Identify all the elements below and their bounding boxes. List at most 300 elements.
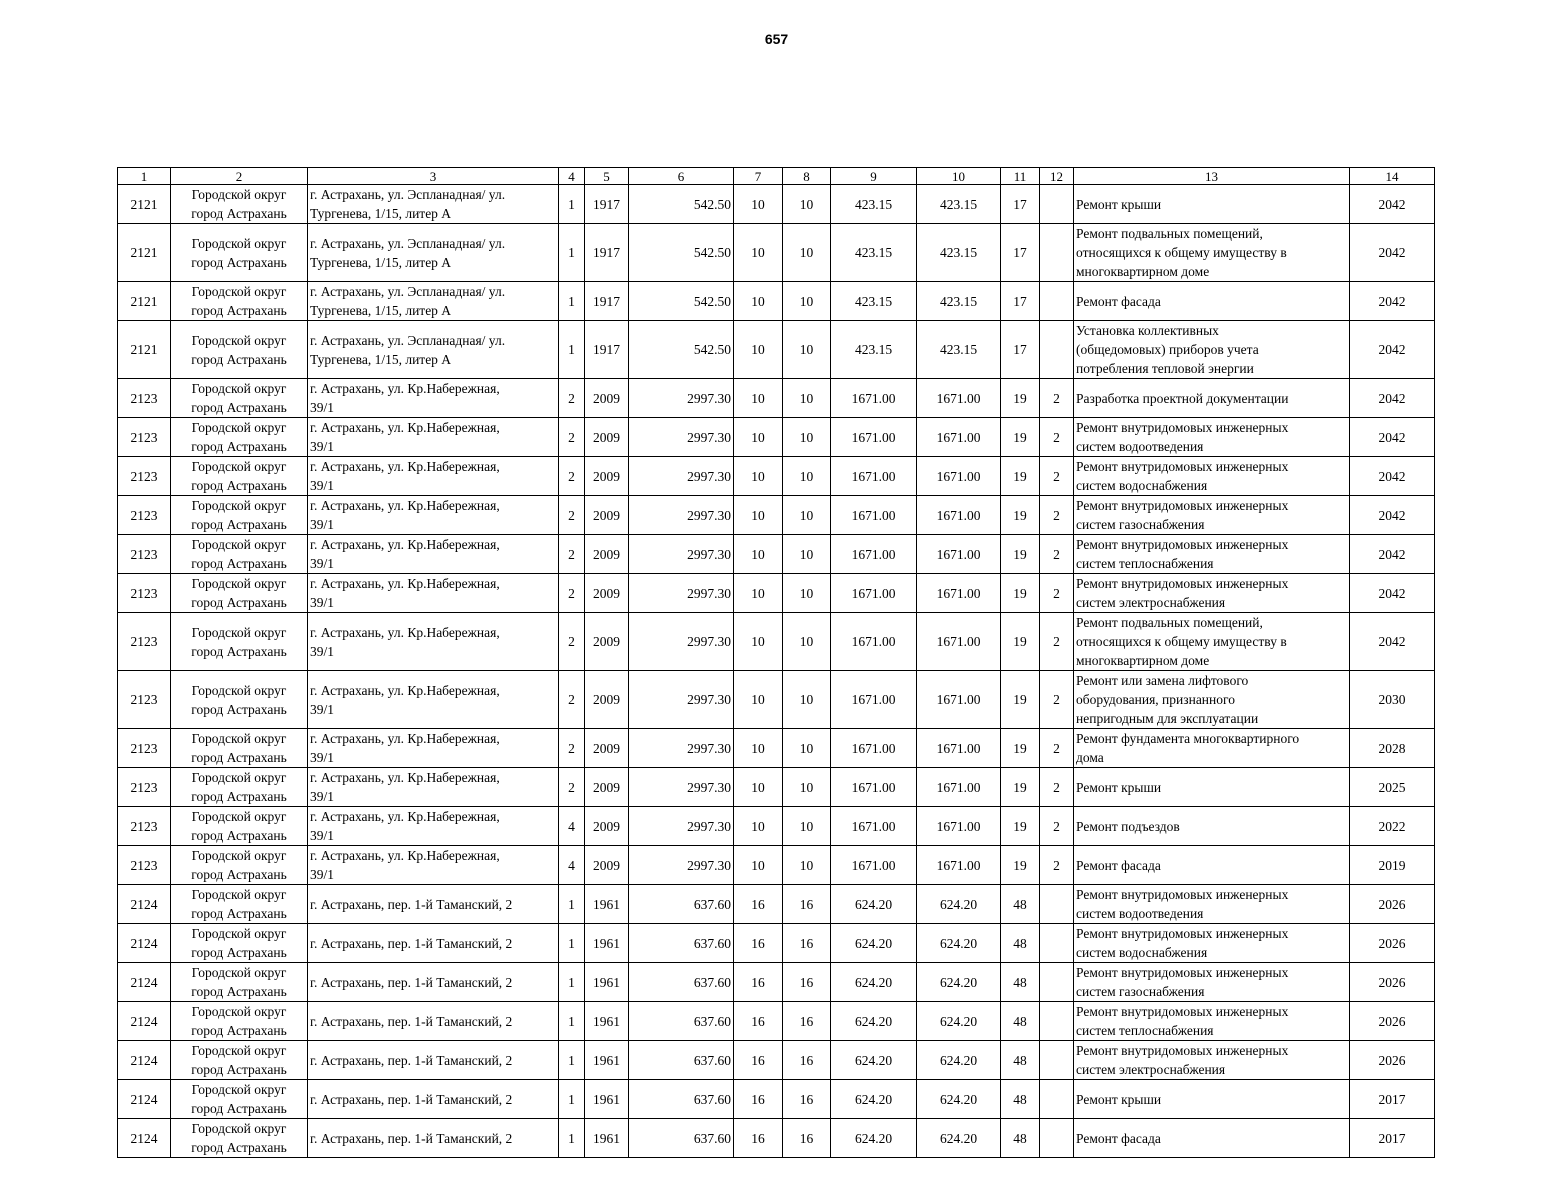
cell-municipality: [171, 574, 308, 613]
cell-municipality: [171, 963, 308, 1002]
work-type-line: систем водоснабжения: [1076, 478, 1208, 493]
work-type-line: систем газоснабжения: [1076, 984, 1205, 999]
work-type-line: систем водоснабжения: [1076, 945, 1208, 960]
table-row: [118, 224, 1435, 282]
municipality-line: Городской округ: [191, 809, 287, 824]
municipality-line: Городской округ: [191, 1004, 287, 1019]
cell-col-11: 17: [1001, 282, 1040, 321]
table-row: [118, 379, 1435, 418]
municipality-line: город Астрахань: [191, 906, 287, 921]
cell-work-type: [1074, 1041, 1350, 1080]
address-line: г. Астрахань, ул. Кр.Набережная,: [310, 459, 500, 474]
cell-col-4: 2: [559, 379, 585, 418]
cell-col-12: 2: [1040, 807, 1074, 846]
cell-year: 2009: [585, 535, 629, 574]
cell-col-11: 17: [1001, 224, 1040, 282]
cell-plan-year: 2042: [1350, 535, 1435, 574]
cell-plan-year: 2042: [1350, 574, 1435, 613]
cell-number: 2123: [118, 671, 171, 729]
cell-col-7: 10: [734, 185, 783, 224]
cell-number: 2124: [118, 963, 171, 1002]
cell-col-9: 423.15: [831, 321, 917, 379]
cell-col-10: 1671.00: [917, 768, 1001, 807]
address-line: г. Астрахань, ул. Кр.Набережная,: [310, 731, 500, 746]
cell-col-8: 10: [783, 613, 831, 671]
table-header: [118, 168, 1435, 185]
municipality-line: город Астрахань: [191, 1023, 287, 1038]
cell-work-type: [1074, 535, 1350, 574]
cell-col-10: 1671.00: [917, 535, 1001, 574]
cell-year: 1917: [585, 185, 629, 224]
header-row: [118, 168, 1435, 185]
cell-number: 2121: [118, 282, 171, 321]
address-line: 39/1: [310, 789, 335, 804]
cell-address: [308, 185, 559, 224]
cell-col-9: 1671.00: [831, 535, 917, 574]
cell-col-11: 19: [1001, 846, 1040, 885]
cell-col-10: 624.20: [917, 963, 1001, 1002]
cell-col-9: 624.20: [831, 885, 917, 924]
cell-col-9: 1671.00: [831, 418, 917, 457]
work-type-line: Ремонт внутридомовых инженерных: [1076, 926, 1289, 941]
cell-municipality: [171, 224, 308, 282]
cell-col-11: 48: [1001, 1041, 1040, 1080]
cell-address: [308, 671, 559, 729]
work-type-line: Ремонт подъездов: [1076, 818, 1180, 834]
cell-col-10: 624.20: [917, 1041, 1001, 1080]
table-row: [118, 1080, 1435, 1119]
cell-work-type: [1074, 282, 1350, 321]
cell-area: 2997.30: [629, 768, 734, 807]
cell-municipality: [171, 924, 308, 963]
address-line: 39/1: [310, 828, 335, 843]
cell-area: 542.50: [629, 224, 734, 282]
cell-col-12: 2: [1040, 846, 1074, 885]
table-row: [118, 924, 1435, 963]
cell-municipality: [171, 671, 308, 729]
cell-year: 1961: [585, 1080, 629, 1119]
cell-year: 1961: [585, 885, 629, 924]
cell-col-9: 624.20: [831, 1080, 917, 1119]
cell-area: 542.50: [629, 185, 734, 224]
cell-plan-year: 2042: [1350, 321, 1435, 379]
cell-col-12: 2: [1040, 418, 1074, 457]
cell-address: [308, 1119, 559, 1158]
work-type-line: Установка коллективных: [1076, 323, 1219, 338]
cell-area: 2997.30: [629, 846, 734, 885]
cell-col-4: 2: [559, 457, 585, 496]
municipality-line: Городской округ: [191, 1043, 287, 1058]
municipality-line: Городской округ: [191, 332, 287, 348]
cell-address: [308, 224, 559, 282]
work-type-line: многоквартирном доме: [1076, 264, 1210, 279]
cell-number: 2124: [118, 1041, 171, 1080]
address-line: г. Астрахань, ул. Кр.Набережная,: [310, 537, 500, 552]
cell-plan-year: 2030: [1350, 671, 1435, 729]
cell-col-10: 624.20: [917, 885, 1001, 924]
address-line: г. Астрахань, пер. 1-й Таманский, 2: [310, 896, 513, 912]
cell-address: [308, 1002, 559, 1041]
cell-municipality: [171, 1041, 308, 1080]
cell-col-7: 16: [734, 885, 783, 924]
cell-area: 2997.30: [629, 379, 734, 418]
cell-municipality: [171, 729, 308, 768]
address-line: г. Астрахань, ул. Кр.Набережная,: [310, 624, 500, 640]
cell-col-10: 624.20: [917, 1080, 1001, 1119]
cell-municipality: [171, 613, 308, 671]
header-col-10: 10: [917, 168, 1001, 185]
work-type-line: Ремонт подвальных помещений,: [1076, 615, 1263, 630]
work-type-line: Ремонт крыши: [1076, 1091, 1162, 1107]
cell-address: [308, 379, 559, 418]
address-line: г. Астрахань, пер. 1-й Таманский, 2: [310, 974, 513, 990]
cell-col-4: 1: [559, 1002, 585, 1041]
cell-municipality: [171, 885, 308, 924]
cell-area: 542.50: [629, 282, 734, 321]
cell-address: [308, 613, 559, 671]
cell-col-11: 19: [1001, 729, 1040, 768]
cell-area: 542.50: [629, 321, 734, 379]
cell-col-9: 423.15: [831, 282, 917, 321]
cell-col-11: 17: [1001, 185, 1040, 224]
cell-col-10: 624.20: [917, 924, 1001, 963]
table-row: [118, 282, 1435, 321]
work-type-line: Ремонт фундамента многоквартирного: [1076, 731, 1300, 746]
cell-col-8: 10: [783, 457, 831, 496]
cell-col-7: 10: [734, 418, 783, 457]
cell-municipality: [171, 418, 308, 457]
cell-col-8: 10: [783, 729, 831, 768]
cell-col-12: 2: [1040, 379, 1074, 418]
cell-col-11: 19: [1001, 379, 1040, 418]
municipality-line: Городской округ: [191, 848, 287, 863]
work-type-line: Ремонт или замена лифтового: [1076, 673, 1249, 688]
cell-address: [308, 574, 559, 613]
cell-year: 2009: [585, 574, 629, 613]
municipality-line: Городской округ: [191, 284, 287, 299]
cell-work-type: [1074, 496, 1350, 535]
cell-col-10: 423.15: [917, 224, 1001, 282]
cell-col-12: 2: [1040, 496, 1074, 535]
cell-col-11: 19: [1001, 457, 1040, 496]
cell-plan-year: 2042: [1350, 224, 1435, 282]
municipality-line: город Астрахань: [191, 303, 287, 318]
cell-col-10: 1671.00: [917, 729, 1001, 768]
work-type-line: Ремонт внутридомовых инженерных: [1076, 576, 1289, 591]
work-type-line: Ремонт внутридомовых инженерных: [1076, 1004, 1289, 1019]
cell-col-10: 624.20: [917, 1119, 1001, 1158]
cell-plan-year: 2017: [1350, 1080, 1435, 1119]
address-line: г. Астрахань, пер. 1-й Таманский, 2: [310, 1130, 513, 1146]
header-col-8: 8: [783, 168, 831, 185]
cell-col-11: 19: [1001, 535, 1040, 574]
cell-year: 1961: [585, 963, 629, 1002]
cell-col-7: 10: [734, 846, 783, 885]
municipality-line: город Астрахань: [191, 984, 287, 999]
cell-col-10: 1671.00: [917, 613, 1001, 671]
cell-plan-year: 2026: [1350, 924, 1435, 963]
work-type-line: Ремонт внутридомовых инженерных: [1076, 459, 1289, 474]
cell-col-11: 48: [1001, 885, 1040, 924]
cell-col-7: 16: [734, 1080, 783, 1119]
cell-municipality: [171, 1080, 308, 1119]
cell-col-9: 1671.00: [831, 807, 917, 846]
cell-col-9: 1671.00: [831, 496, 917, 535]
cell-col-7: 10: [734, 496, 783, 535]
cell-col-12: 2: [1040, 457, 1074, 496]
cell-area: 2997.30: [629, 729, 734, 768]
cell-col-12: 2: [1040, 729, 1074, 768]
cell-address: [308, 282, 559, 321]
cell-work-type: [1074, 963, 1350, 1002]
cell-col-7: 10: [734, 379, 783, 418]
cell-address: [308, 963, 559, 1002]
cell-col-4: 1: [559, 885, 585, 924]
cell-work-type: [1074, 418, 1350, 457]
cell-col-12: [1040, 282, 1074, 321]
cell-work-type: [1074, 885, 1350, 924]
cell-col-11: 19: [1001, 418, 1040, 457]
work-type-line: систем электроснабжения: [1076, 595, 1226, 610]
cell-work-type: [1074, 185, 1350, 224]
work-type-line: Ремонт крыши: [1076, 779, 1162, 795]
work-type-line: систем теплоснабжения: [1076, 1023, 1214, 1038]
cell-plan-year: 2042: [1350, 496, 1435, 535]
cell-col-11: 19: [1001, 496, 1040, 535]
cell-col-8: 16: [783, 1119, 831, 1158]
municipality-line: город Астрахань: [191, 517, 287, 532]
municipality-line: город Астрахань: [191, 1062, 287, 1077]
cell-col-11: 48: [1001, 1119, 1040, 1158]
address-line: г. Астрахань, ул. Эспланадная/ ул.: [310, 332, 506, 348]
municipality-line: город Астрахань: [191, 351, 287, 367]
table-row: [118, 496, 1435, 535]
work-type-line: (общедомовых) приборов учета: [1076, 342, 1259, 357]
cell-col-10: 423.15: [917, 321, 1001, 379]
cell-year: 2009: [585, 807, 629, 846]
cell-col-8: 10: [783, 185, 831, 224]
municipality-line: город Астрахань: [191, 439, 287, 454]
cell-year: 2009: [585, 457, 629, 496]
address-line: 39/1: [310, 400, 335, 415]
cell-col-8: 16: [783, 885, 831, 924]
cell-col-7: 10: [734, 535, 783, 574]
cell-col-8: 10: [783, 321, 831, 379]
municipality-line: город Астрахань: [191, 254, 287, 270]
cell-area: 637.60: [629, 963, 734, 1002]
cell-col-7: 10: [734, 613, 783, 671]
cell-col-11: 48: [1001, 963, 1040, 1002]
cell-work-type: [1074, 768, 1350, 807]
cell-area: 637.60: [629, 924, 734, 963]
cell-address: [308, 885, 559, 924]
cell-number: 2121: [118, 224, 171, 282]
municipality-line: Городской округ: [191, 624, 287, 640]
cell-col-4: 2: [559, 535, 585, 574]
address-line: г. Астрахань, ул. Эспланадная/ ул.: [310, 187, 506, 202]
cell-col-11: 19: [1001, 574, 1040, 613]
work-type-line: Ремонт внутридомовых инженерных: [1076, 1043, 1289, 1058]
municipality-line: Городской округ: [191, 381, 287, 396]
address-line: 39/1: [310, 517, 335, 532]
cell-address: [308, 846, 559, 885]
cell-work-type: [1074, 924, 1350, 963]
municipality-line: Городской округ: [191, 576, 287, 591]
cell-col-4: 1: [559, 224, 585, 282]
cell-col-8: 10: [783, 574, 831, 613]
cell-col-9: 1671.00: [831, 846, 917, 885]
cell-plan-year: 2025: [1350, 768, 1435, 807]
cell-col-8: 16: [783, 963, 831, 1002]
header-col-13: 13: [1074, 168, 1350, 185]
cell-col-9: 1671.00: [831, 457, 917, 496]
address-line: г. Астрахань, пер. 1-й Таманский, 2: [310, 935, 513, 951]
work-type-line: потребления тепловой энергии: [1076, 361, 1254, 376]
cell-col-7: 16: [734, 963, 783, 1002]
cell-year: 2009: [585, 846, 629, 885]
cell-col-8: 10: [783, 671, 831, 729]
work-type-line: Ремонт внутридомовых инженерных: [1076, 537, 1289, 552]
cell-col-8: 10: [783, 768, 831, 807]
cell-col-11: 48: [1001, 1002, 1040, 1041]
table-row: [118, 613, 1435, 671]
work-type-line: Ремонт фасада: [1076, 293, 1161, 309]
cell-col-8: 16: [783, 1002, 831, 1041]
cell-col-12: [1040, 1002, 1074, 1041]
cell-col-8: 10: [783, 496, 831, 535]
cell-col-7: 10: [734, 574, 783, 613]
cell-plan-year: 2026: [1350, 963, 1435, 1002]
cell-col-12: [1040, 1080, 1074, 1119]
cell-address: [308, 1080, 559, 1119]
address-line: 39/1: [310, 595, 335, 610]
address-line: Тургенева, 1/15, литер А: [310, 206, 452, 221]
cell-municipality: [171, 379, 308, 418]
municipality-line: Городской округ: [191, 537, 287, 552]
header-col-4: 4: [559, 168, 585, 185]
municipality-line: Городской округ: [191, 682, 287, 698]
cell-col-11: 19: [1001, 671, 1040, 729]
cell-municipality: [171, 321, 308, 379]
cell-col-10: 1671.00: [917, 846, 1001, 885]
cell-col-8: 16: [783, 1080, 831, 1119]
cell-year: 2009: [585, 379, 629, 418]
cell-number: 2124: [118, 924, 171, 963]
cell-col-12: [1040, 924, 1074, 963]
address-line: г. Астрахань, ул. Кр.Набережная,: [310, 420, 500, 435]
work-type-line: Ремонт внутридомовых инженерных: [1076, 498, 1289, 513]
table-row: [118, 671, 1435, 729]
cell-work-type: [1074, 846, 1350, 885]
cell-col-10: 1671.00: [917, 457, 1001, 496]
cell-address: [308, 729, 559, 768]
address-line: 39/1: [310, 478, 335, 493]
table-row: [118, 807, 1435, 846]
address-line: г. Астрахань, ул. Кр.Набережная,: [310, 682, 500, 698]
table-row: [118, 963, 1435, 1002]
header-col-2: 2: [171, 168, 308, 185]
work-type-line: Ремонт внутридомовых инженерных: [1076, 420, 1289, 435]
cell-col-12: [1040, 224, 1074, 282]
cell-number: 2123: [118, 768, 171, 807]
table-row: [118, 321, 1435, 379]
work-type-line: систем водоотведения: [1076, 906, 1204, 921]
cell-col-8: 16: [783, 1041, 831, 1080]
municipality-line: Городской округ: [191, 459, 287, 474]
cell-work-type: [1074, 1080, 1350, 1119]
work-type-line: Ремонт подвальных помещений,: [1076, 226, 1263, 241]
cell-year: 1961: [585, 1119, 629, 1158]
cell-plan-year: 2042: [1350, 379, 1435, 418]
cell-plan-year: 2019: [1350, 846, 1435, 885]
table-row: [118, 768, 1435, 807]
municipality-line: город Астрахань: [191, 1101, 287, 1116]
cell-municipality: [171, 282, 308, 321]
cell-work-type: [1074, 574, 1350, 613]
cell-col-4: 4: [559, 846, 585, 885]
cell-col-10: 1671.00: [917, 671, 1001, 729]
cell-col-4: 2: [559, 418, 585, 457]
cell-col-4: 1: [559, 185, 585, 224]
address-line: 39/1: [310, 750, 335, 765]
cell-col-7: 10: [734, 729, 783, 768]
address-line: г. Астрахань, пер. 1-й Таманский, 2: [310, 1013, 513, 1029]
cell-col-9: 423.15: [831, 224, 917, 282]
cell-col-7: 16: [734, 1041, 783, 1080]
cell-area: 637.60: [629, 885, 734, 924]
work-type-line: дома: [1076, 750, 1104, 765]
cell-col-8: 10: [783, 846, 831, 885]
municipality-line: город Астрахань: [191, 701, 287, 717]
cell-number: 2123: [118, 379, 171, 418]
header-col-6: 6: [629, 168, 734, 185]
cell-plan-year: 2026: [1350, 1041, 1435, 1080]
municipality-line: Городской округ: [191, 235, 287, 251]
address-line: г. Астрахань, ул. Эспланадная/ ул.: [310, 235, 506, 251]
cell-year: 1961: [585, 1041, 629, 1080]
cell-number: 2123: [118, 496, 171, 535]
cell-area: 2997.30: [629, 535, 734, 574]
table-row: [118, 185, 1435, 224]
cell-col-9: 1671.00: [831, 729, 917, 768]
cell-col-7: 10: [734, 768, 783, 807]
cell-col-9: 624.20: [831, 1002, 917, 1041]
cell-year: 2009: [585, 768, 629, 807]
cell-col-7: 10: [734, 224, 783, 282]
cell-col-11: 19: [1001, 768, 1040, 807]
table-row: [118, 457, 1435, 496]
cell-col-7: 10: [734, 457, 783, 496]
cell-col-7: 10: [734, 321, 783, 379]
cell-municipality: [171, 496, 308, 535]
table-row: [118, 885, 1435, 924]
cell-col-12: [1040, 1041, 1074, 1080]
cell-work-type: [1074, 807, 1350, 846]
cell-col-4: 1: [559, 1041, 585, 1080]
cell-col-11: 17: [1001, 321, 1040, 379]
cell-address: [308, 807, 559, 846]
cell-address: [308, 496, 559, 535]
cell-year: 1917: [585, 321, 629, 379]
municipality-line: Городской округ: [191, 1121, 287, 1136]
municipality-line: город Астрахань: [191, 789, 287, 804]
cell-col-4: 1: [559, 963, 585, 1002]
municipality-line: Городской округ: [191, 187, 287, 202]
address-line: 39/1: [310, 867, 335, 882]
table-row: [118, 1041, 1435, 1080]
cell-col-11: 19: [1001, 613, 1040, 671]
cell-col-7: 10: [734, 282, 783, 321]
